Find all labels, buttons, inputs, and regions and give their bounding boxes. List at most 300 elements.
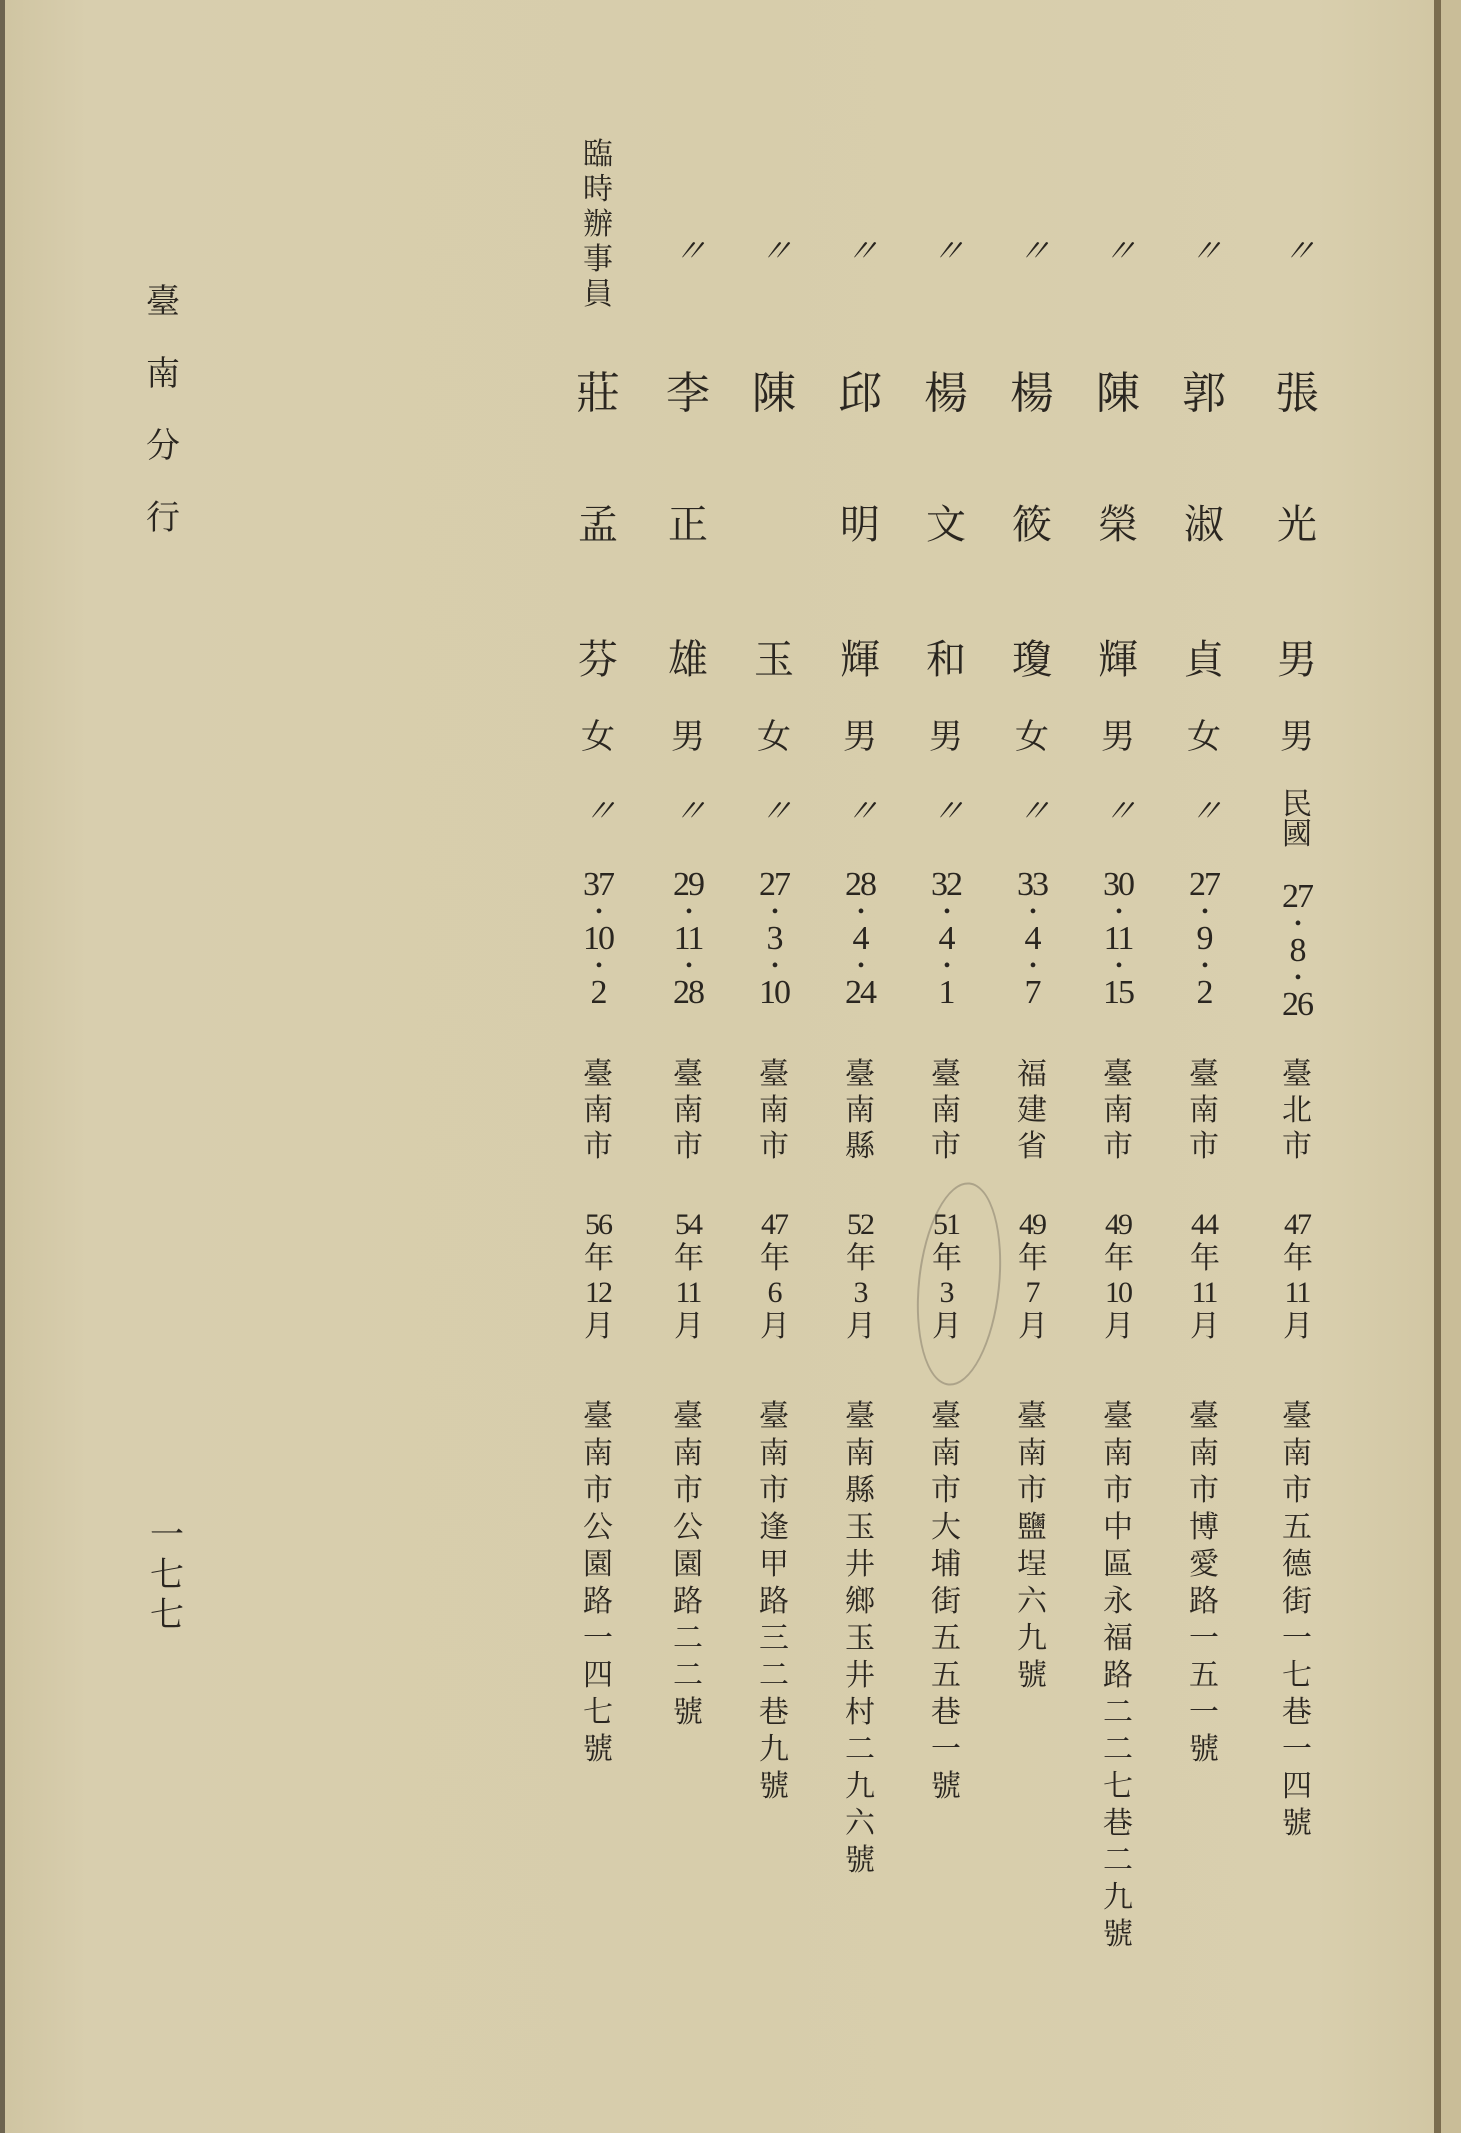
address-char: 號 xyxy=(845,1843,875,1878)
ditto-mark: 〃 xyxy=(928,232,964,270)
address-char: 一 xyxy=(931,1732,961,1767)
surname xyxy=(643,368,733,419)
roster-column xyxy=(987,0,1077,2133)
birth-date-char: • xyxy=(771,955,777,977)
page-left-edge xyxy=(0,0,5,2133)
native-place-char: 市 xyxy=(759,1129,789,1164)
start-date-char: 54 xyxy=(675,1208,701,1241)
native-place xyxy=(643,1057,733,1168)
address-char: 號 xyxy=(673,1695,703,1730)
address-char: 公 xyxy=(673,1510,703,1545)
roster-column xyxy=(1159,0,1249,2133)
native-place xyxy=(1252,1057,1342,1168)
address-char: 市 xyxy=(931,1473,961,1508)
address-char: 臺 xyxy=(759,1399,789,1434)
surname xyxy=(1159,368,1249,419)
surname xyxy=(815,368,905,419)
address-char: 四 xyxy=(583,1658,613,1693)
native-place-char: 臺 xyxy=(1189,1057,1219,1092)
given-name-2 xyxy=(815,637,905,683)
native-place-char: 建 xyxy=(1017,1093,1047,1128)
position-title xyxy=(1159,140,1249,272)
birth-date-char: • xyxy=(857,955,863,977)
start-date-char: 月 xyxy=(1283,1310,1311,1343)
position-title-char: 員 xyxy=(583,277,613,312)
address xyxy=(1252,1399,1342,1846)
address-char: 路 xyxy=(1189,1584,1219,1619)
page-number xyxy=(150,1515,184,1638)
start-date-char: 49 xyxy=(1105,1208,1131,1241)
surname xyxy=(729,368,819,419)
birth-date-char: • xyxy=(1029,901,1035,923)
birth-date-char: 10 xyxy=(759,974,789,1011)
address-char: 南 xyxy=(673,1436,703,1471)
start-date-char: 49 xyxy=(1019,1208,1045,1241)
given-name-2 xyxy=(901,637,991,683)
given-name-2 xyxy=(987,637,1077,683)
birth-date-char: • xyxy=(595,901,601,923)
given-name-2-char: 和 xyxy=(926,637,966,683)
address xyxy=(729,1399,819,1809)
address-char: 號 xyxy=(1282,1806,1312,1841)
birth-date-char: • xyxy=(1294,913,1300,935)
ditto-mark: 〃 xyxy=(1100,232,1136,270)
roster-column xyxy=(815,0,905,2133)
start-date-char: 11 xyxy=(1191,1276,1217,1309)
address-char: 南 xyxy=(1103,1436,1133,1471)
roster-column xyxy=(1252,0,1342,2133)
birth-date-char: • xyxy=(1115,901,1121,923)
address-char: 南 xyxy=(1017,1436,1047,1471)
surname xyxy=(1073,368,1163,419)
start-date xyxy=(643,1210,733,1346)
address-char: 號 xyxy=(1189,1732,1219,1767)
position-title-char: 事 xyxy=(583,242,613,277)
address-char: 市 xyxy=(1103,1473,1133,1508)
birth-date-char: • xyxy=(595,955,601,977)
sex xyxy=(643,717,733,757)
sex xyxy=(987,717,1077,757)
birth-date-char: 2 xyxy=(1196,974,1212,1011)
native-place-char: 省 xyxy=(1017,1129,1047,1164)
address-char: 二 xyxy=(673,1621,703,1656)
start-date-char: 47 xyxy=(761,1208,787,1241)
native-place-char: 臺 xyxy=(931,1057,961,1092)
given-name-1 xyxy=(1159,502,1249,548)
surname xyxy=(553,368,643,419)
address-char: 井 xyxy=(845,1547,875,1582)
given-name-1 xyxy=(815,502,905,548)
native-place xyxy=(901,1057,991,1168)
address-char: 一 xyxy=(1282,1621,1312,1656)
surname-char: 陳 xyxy=(1096,368,1140,419)
roster-column xyxy=(553,0,643,2133)
start-date-char: 月 xyxy=(932,1310,960,1343)
position-title-char: 臨 xyxy=(583,137,613,172)
era-label-char: 民 xyxy=(1282,787,1312,822)
birth-date-char: 10 xyxy=(583,920,613,957)
address-char: 臺 xyxy=(583,1399,613,1434)
sex xyxy=(1252,717,1342,757)
start-date-char: 年 xyxy=(1283,1242,1311,1275)
given-name-1-char: 孟 xyxy=(578,502,618,548)
address-char: 二 xyxy=(673,1658,703,1693)
ditto-mark: 〃 xyxy=(1014,232,1050,270)
given-name-2 xyxy=(1073,637,1163,683)
era-label xyxy=(901,792,991,830)
native-place-char: 南 xyxy=(1103,1093,1133,1128)
address-char: 德 xyxy=(1282,1547,1312,1582)
address-char: 園 xyxy=(673,1547,703,1582)
start-date-char: 3 xyxy=(853,1276,867,1309)
native-place-char: 縣 xyxy=(845,1129,875,1164)
address xyxy=(643,1399,733,1735)
position-title xyxy=(643,140,733,272)
address-char: 號 xyxy=(1017,1658,1047,1693)
era-label-char: 〃 xyxy=(1100,792,1136,830)
start-date-char: 10 xyxy=(1105,1276,1131,1309)
ditto-mark: 〃 xyxy=(1186,232,1222,270)
native-place-char: 臺 xyxy=(583,1057,613,1092)
start-date xyxy=(901,1210,991,1346)
address-char: 九 xyxy=(1017,1621,1047,1656)
start-date-char: 52 xyxy=(847,1208,873,1241)
native-place-char: 市 xyxy=(1282,1129,1312,1164)
native-place-char: 市 xyxy=(583,1129,613,1164)
given-name-1 xyxy=(1252,502,1342,548)
birth-date xyxy=(901,868,991,1010)
roster-column xyxy=(729,0,819,2133)
start-date-char: 6 xyxy=(767,1276,781,1309)
start-date-char: 月 xyxy=(674,1310,702,1343)
start-date-char: 11 xyxy=(675,1276,701,1309)
given-name-1 xyxy=(1073,502,1163,548)
address-char: 玉 xyxy=(845,1510,875,1545)
address-char: 市 xyxy=(759,1473,789,1508)
given-name-1-char: 明 xyxy=(840,502,880,548)
given-name-2-char: 貞 xyxy=(1184,637,1224,683)
address-char: 巷 xyxy=(931,1695,961,1730)
given-name-2 xyxy=(729,637,819,683)
address-char: 埔 xyxy=(931,1547,961,1582)
birth-date-char: 28 xyxy=(673,974,703,1011)
branch-title-char: 臺 xyxy=(146,282,180,322)
address-char: 臺 xyxy=(931,1399,961,1434)
given-name-2 xyxy=(1252,637,1342,683)
start-date xyxy=(729,1210,819,1346)
surname xyxy=(1252,368,1342,419)
ditto-mark: 〃 xyxy=(670,232,706,270)
native-place-char: 臺 xyxy=(1103,1057,1133,1092)
sex xyxy=(553,717,643,757)
address-char: 博 xyxy=(1189,1510,1219,1545)
address-char: 區 xyxy=(1103,1547,1133,1582)
address-char: 巷 xyxy=(1282,1695,1312,1730)
address-char: 井 xyxy=(845,1658,875,1693)
given-name-2-char: 雄 xyxy=(668,637,708,683)
era-label-char: 〃 xyxy=(756,792,792,830)
birth-date-char: 4 xyxy=(852,920,868,957)
position-title xyxy=(1073,140,1163,272)
start-date xyxy=(1252,1210,1342,1346)
era-label-char: 〃 xyxy=(842,792,878,830)
address-char: 臺 xyxy=(673,1399,703,1434)
position-title xyxy=(987,140,1077,272)
address-char: 甲 xyxy=(759,1547,789,1582)
address xyxy=(987,1399,1077,1698)
start-date-char: 月 xyxy=(1190,1310,1218,1343)
position-title xyxy=(901,140,991,272)
address-char: 南 xyxy=(1189,1436,1219,1471)
birth-date-char: 26 xyxy=(1282,986,1312,1023)
birth-date xyxy=(1252,880,1342,1022)
native-place-char: 臺 xyxy=(759,1057,789,1092)
position-title xyxy=(815,140,905,272)
address-char: 南 xyxy=(931,1436,961,1471)
birth-date-char: 27 xyxy=(1189,866,1219,903)
branch-title xyxy=(146,282,180,573)
birth-date xyxy=(987,868,1077,1010)
era-label xyxy=(1159,792,1249,830)
address-char: 七 xyxy=(1103,1769,1133,1804)
address-char: 六 xyxy=(1017,1584,1047,1619)
branch-title-char: 分 xyxy=(146,426,180,466)
position-title-char: 辦 xyxy=(583,207,613,242)
given-name-1-char: 筱 xyxy=(1012,502,1052,548)
era-label-char: 〃 xyxy=(928,792,964,830)
address-char: 臺 xyxy=(1017,1399,1047,1434)
given-name-2 xyxy=(1159,637,1249,683)
given-name-1-char: 淑 xyxy=(1184,502,1224,548)
address-char: 路 xyxy=(1103,1658,1133,1693)
address xyxy=(1159,1399,1249,1772)
native-place-char: 市 xyxy=(673,1129,703,1164)
page-gutter-fold xyxy=(1434,0,1441,2133)
address-char: 鹽 xyxy=(1017,1510,1047,1545)
address-char: 市 xyxy=(1017,1473,1047,1508)
address-char: 大 xyxy=(931,1510,961,1545)
given-name-2-char: 瓊 xyxy=(1012,637,1052,683)
address-char: 二 xyxy=(1103,1843,1133,1878)
native-place-char: 北 xyxy=(1282,1093,1312,1128)
era-label xyxy=(987,792,1077,830)
native-place-char: 臺 xyxy=(1282,1057,1312,1092)
address-char: 三 xyxy=(759,1621,789,1656)
start-date-char: 年 xyxy=(846,1242,874,1275)
birth-date-char: • xyxy=(771,901,777,923)
native-place xyxy=(1159,1057,1249,1168)
address-char: 公 xyxy=(583,1510,613,1545)
given-name-2-char: 芬 xyxy=(578,637,618,683)
address-char: 九 xyxy=(1103,1880,1133,1915)
birth-date xyxy=(1159,868,1249,1010)
address-char: 南 xyxy=(1282,1436,1312,1471)
birth-date-char: 4 xyxy=(1024,920,1040,957)
start-date-char: 3 xyxy=(939,1276,953,1309)
address-char: 逢 xyxy=(759,1510,789,1545)
address-char: 愛 xyxy=(1189,1547,1219,1582)
address xyxy=(553,1399,643,1772)
address-char: 永 xyxy=(1103,1584,1133,1619)
birth-date-char: 27 xyxy=(1282,878,1312,915)
given-name-2-char: 輝 xyxy=(840,637,880,683)
given-name-1 xyxy=(553,502,643,548)
birth-date-char: 29 xyxy=(673,866,703,903)
start-date-char: 月 xyxy=(760,1310,788,1343)
address-char: 臺 xyxy=(845,1399,875,1434)
ditto-mark: 〃 xyxy=(756,232,792,270)
birth-date-char: 1 xyxy=(938,974,954,1011)
address-char: 七 xyxy=(1282,1658,1312,1693)
era-label-char: 〃 xyxy=(1014,792,1050,830)
era-label-char: 國 xyxy=(1282,817,1312,852)
native-place-char: 臺 xyxy=(845,1057,875,1092)
given-name-1 xyxy=(643,502,733,548)
birth-date-char: 8 xyxy=(1289,932,1305,969)
native-place xyxy=(815,1057,905,1168)
branch-title-char: 行 xyxy=(146,498,180,538)
birth-date-char: • xyxy=(685,901,691,923)
sex-char: 男 xyxy=(929,717,963,757)
birth-date-char: 32 xyxy=(931,866,961,903)
birth-date-char: 28 xyxy=(845,866,875,903)
sex xyxy=(901,717,991,757)
birth-date-char: • xyxy=(943,955,949,977)
birth-date xyxy=(553,868,643,1010)
start-date-char: 年 xyxy=(674,1242,702,1275)
position-title xyxy=(1252,140,1342,272)
address-char: 九 xyxy=(845,1769,875,1804)
era-label xyxy=(1252,787,1342,852)
sex xyxy=(729,717,819,757)
address-char: 中 xyxy=(1103,1510,1133,1545)
roster-column xyxy=(1073,0,1163,2133)
birth-date xyxy=(1073,868,1163,1010)
given-name-1 xyxy=(901,502,991,548)
address-char: 五 xyxy=(1282,1510,1312,1545)
address-char: 號 xyxy=(759,1769,789,1804)
start-date-char: 年 xyxy=(1018,1242,1046,1275)
given-name-2-char: 男 xyxy=(1277,637,1317,683)
address-char: 二 xyxy=(1103,1732,1133,1767)
address-char: 村 xyxy=(845,1695,875,1730)
native-place xyxy=(987,1057,1077,1168)
address-char: 南 xyxy=(583,1436,613,1471)
address-char: 街 xyxy=(1282,1584,1312,1619)
birth-date-char: • xyxy=(1294,967,1300,989)
address-char: 一 xyxy=(1189,1621,1219,1656)
address-char: 二 xyxy=(1103,1695,1133,1730)
birth-date-char: 33 xyxy=(1017,866,1047,903)
era-label-char: 〃 xyxy=(580,792,616,830)
birth-date-char: 11 xyxy=(673,920,703,957)
address-char: 街 xyxy=(931,1584,961,1619)
address-char: 鄉 xyxy=(845,1584,875,1619)
surname-char: 楊 xyxy=(924,368,968,419)
surname xyxy=(987,368,1077,419)
position-title xyxy=(553,137,643,315)
address-char: 二 xyxy=(845,1732,875,1767)
start-date-char: 年 xyxy=(1190,1242,1218,1275)
address xyxy=(815,1399,905,1883)
native-place xyxy=(729,1057,819,1168)
surname-char: 楊 xyxy=(1010,368,1054,419)
sex-char: 男 xyxy=(1280,717,1314,757)
era-label-char: 〃 xyxy=(1186,792,1222,830)
birth-date-char: 9 xyxy=(1196,920,1212,957)
birth-date-char: 2 xyxy=(590,974,606,1011)
given-name-2 xyxy=(553,637,643,683)
start-date-char: 月 xyxy=(584,1310,612,1343)
surname-char: 莊 xyxy=(576,368,620,419)
birth-date-char: 15 xyxy=(1103,974,1133,1011)
native-place xyxy=(553,1057,643,1168)
address xyxy=(901,1399,991,1809)
address-char: 號 xyxy=(1103,1917,1133,1952)
ditto-mark: 〃 xyxy=(842,232,878,270)
birth-date-char: • xyxy=(943,901,949,923)
birth-date-char: 7 xyxy=(1024,974,1040,1011)
start-date-char: 月 xyxy=(1104,1310,1132,1343)
address-char: 玉 xyxy=(845,1621,875,1656)
birth-date-char: 24 xyxy=(845,974,875,1011)
native-place xyxy=(1073,1057,1163,1168)
page-number-char: 七 xyxy=(150,1595,184,1635)
address-char: 南 xyxy=(759,1436,789,1471)
start-date-char: 44 xyxy=(1191,1208,1217,1241)
birth-date-char: 11 xyxy=(1103,920,1133,957)
birth-date-char: 37 xyxy=(583,866,613,903)
given-name-2-char: 玉 xyxy=(754,637,794,683)
surname xyxy=(901,368,991,419)
birth-date-char: 3 xyxy=(766,920,782,957)
address xyxy=(1073,1399,1163,1957)
era-label-char: 〃 xyxy=(670,792,706,830)
birth-date-char: 30 xyxy=(1103,866,1133,903)
sex xyxy=(815,717,905,757)
address-char: 四 xyxy=(1282,1769,1312,1804)
address-char: 巷 xyxy=(1103,1806,1133,1841)
native-place-char: 市 xyxy=(931,1129,961,1164)
address-char: 市 xyxy=(583,1473,613,1508)
address-char: 福 xyxy=(1103,1621,1133,1656)
birth-date xyxy=(643,868,733,1010)
native-place-char: 南 xyxy=(759,1093,789,1128)
birth-date-char: • xyxy=(1201,955,1207,977)
start-date-char: 年 xyxy=(1104,1242,1132,1275)
position-title-char: 時 xyxy=(583,172,613,207)
given-name-1 xyxy=(987,502,1077,548)
sex-char: 女 xyxy=(581,717,615,757)
start-date-char: 11 xyxy=(1284,1276,1310,1309)
branch-title-char: 南 xyxy=(146,354,180,394)
facing-page-strip xyxy=(1441,0,1461,2133)
native-place-char: 南 xyxy=(583,1093,613,1128)
address-char: 臺 xyxy=(1282,1399,1312,1434)
roster-column xyxy=(643,0,733,2133)
address-char: 一 xyxy=(583,1621,613,1656)
address-char: 臺 xyxy=(1103,1399,1133,1434)
start-date-char: 47 xyxy=(1284,1208,1310,1241)
address-char: 號 xyxy=(583,1732,613,1767)
address-char: 市 xyxy=(1282,1473,1312,1508)
address-char: 臺 xyxy=(1189,1399,1219,1434)
start-date xyxy=(1159,1210,1249,1346)
birth-date-char: 27 xyxy=(759,866,789,903)
native-place-char: 臺 xyxy=(673,1057,703,1092)
address-char: 南 xyxy=(845,1436,875,1471)
surname-char: 郭 xyxy=(1182,368,1226,419)
